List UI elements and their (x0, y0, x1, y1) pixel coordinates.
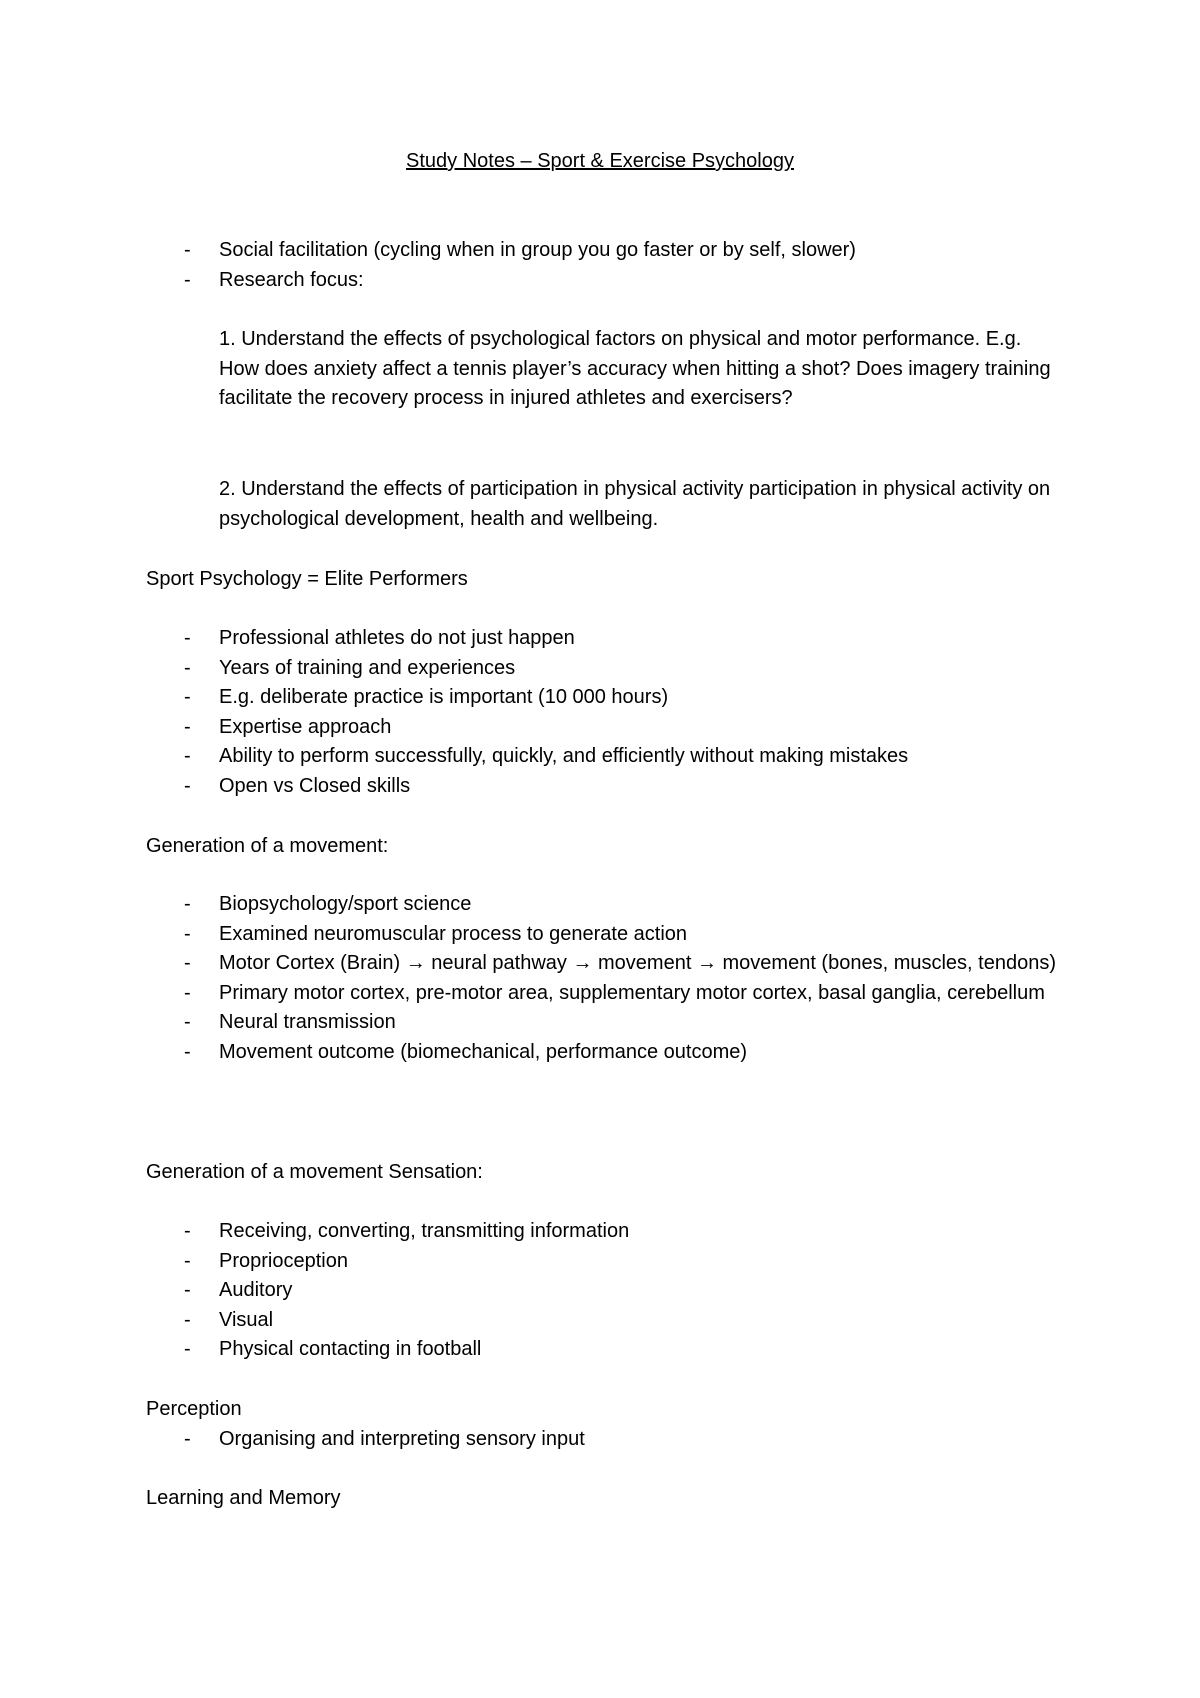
list-item-text: Auditory (219, 1279, 293, 1301)
list-item (146, 979, 1066, 1009)
list-item (146, 1425, 1066, 1455)
list-item (146, 1306, 1066, 1336)
research-point-2 (146, 475, 1066, 534)
bullet-marker: - (184, 1279, 191, 1301)
section-heading: Perception (146, 1398, 242, 1420)
list-item (146, 890, 1066, 920)
bullet-marker: - (184, 239, 191, 261)
bullet-marker: - (184, 922, 191, 945)
bullet-marker: - (184, 893, 191, 915)
section-heading: Generation of a movement Sensation: (146, 1161, 483, 1183)
list-item (146, 949, 1066, 979)
bullet-marker: - (184, 686, 191, 708)
section-sensation (146, 1158, 1066, 1188)
section-heading: Generation of a movement: (146, 835, 389, 857)
list-item-text: Research focus: (219, 268, 364, 291)
list-item (146, 1008, 1066, 1038)
list-item (146, 1247, 1066, 1277)
list-item-text: E.g. deliberate practice is important (10 000 hours) (219, 686, 669, 708)
list-item (146, 742, 1066, 772)
section-generation-movement-list (146, 890, 1066, 1067)
list-item-text: Biopsychology/sport science (219, 893, 472, 915)
list-item-text: Professional athletes do not just happen (219, 627, 575, 649)
bullet-marker: - (184, 1040, 191, 1063)
intro-bullets (146, 236, 1066, 295)
list-item-text: Physical contacting in football (219, 1338, 482, 1360)
bullet-marker: - (184, 1338, 191, 1360)
bullet-marker: - (184, 952, 191, 974)
list-item-text: Receiving, converting, transmitting information (219, 1220, 630, 1242)
bullet-marker: - (184, 715, 191, 738)
bullet-marker: - (184, 1249, 191, 1272)
page-title: Study Notes – Sport & Exercise Psychology (406, 150, 794, 172)
list-item-text: Neural transmission (219, 1011, 396, 1033)
paragraph: 2. Understand the effects of participation in physical activity participation in physical activity on psychological development, health and wellbeing. (219, 478, 1051, 530)
section-sport-psychology (146, 565, 1066, 595)
list-item (146, 713, 1066, 743)
section-learning-memory (146, 1484, 1066, 1514)
bullet-marker: - (184, 1220, 191, 1242)
bullet-marker: - (184, 745, 191, 767)
list-item-text: Years of training and experiences (219, 656, 516, 679)
bullet-marker: - (184, 1308, 191, 1331)
list-item (146, 236, 1066, 266)
list-item-text: Visual (219, 1308, 274, 1331)
section-generation-movement (146, 832, 1066, 862)
list-item-text: Social facilitation (cycling when in group you go faster or by self, slower) (219, 239, 856, 261)
list-item-text: Examined neuromuscular process to generate action (219, 922, 688, 945)
list-item-text: Proprioception (219, 1249, 348, 1272)
list-item (146, 920, 1066, 950)
bullet-marker: - (184, 1427, 191, 1450)
list-item-text: Ability to perform successfully, quickly, and efficiently without making mistakes (219, 745, 909, 767)
section-sensation-list (146, 1217, 1066, 1365)
list-item (146, 624, 1066, 654)
list-item-text: Organising and interpreting sensory input (219, 1427, 585, 1450)
section-heading: Learning and Memory (146, 1487, 341, 1509)
list-item (146, 683, 1066, 713)
list-item-text: Expertise approach (219, 715, 392, 738)
bullet-marker: - (184, 268, 191, 291)
list-item (146, 1335, 1066, 1365)
list-item-text: Movement outcome (biomechanical, performance outcome) (219, 1040, 748, 1063)
list-item-text: Primary motor cortex, pre-motor area, supplementary motor cortex, basal ganglia, cerebellum (219, 981, 1045, 1004)
bullet-marker: - (184, 656, 191, 679)
list-item (146, 772, 1066, 802)
section-perception (146, 1395, 1066, 1454)
list-item (146, 654, 1066, 684)
list-item-text: Open vs Closed skills (219, 774, 411, 797)
bullet-marker: - (184, 1011, 191, 1033)
list-item (146, 1276, 1066, 1306)
bullet-marker: - (184, 774, 191, 797)
list-item (146, 1038, 1066, 1068)
section-sport-psychology-list (146, 624, 1066, 801)
paragraph: 1. Understand the effects of psychological factors on physical and motor performance. E.g. How does anxiety affect a tennis player’s accuracy when hitting a shot? Does imagery training facilitate the recovery process in injured athletes and exercisers? (219, 328, 1051, 409)
bullet-marker: - (184, 627, 191, 649)
section-heading: Sport Psychology = Elite Performers (146, 568, 468, 590)
list-item (146, 1217, 1066, 1247)
list-item (146, 266, 1066, 296)
list-item-text: Motor Cortex (Brain) → neural pathway → movement → movement (bones, muscles, tendons) (219, 952, 1056, 974)
research-point-1 (146, 325, 1066, 414)
bullet-marker: - (184, 981, 191, 1004)
